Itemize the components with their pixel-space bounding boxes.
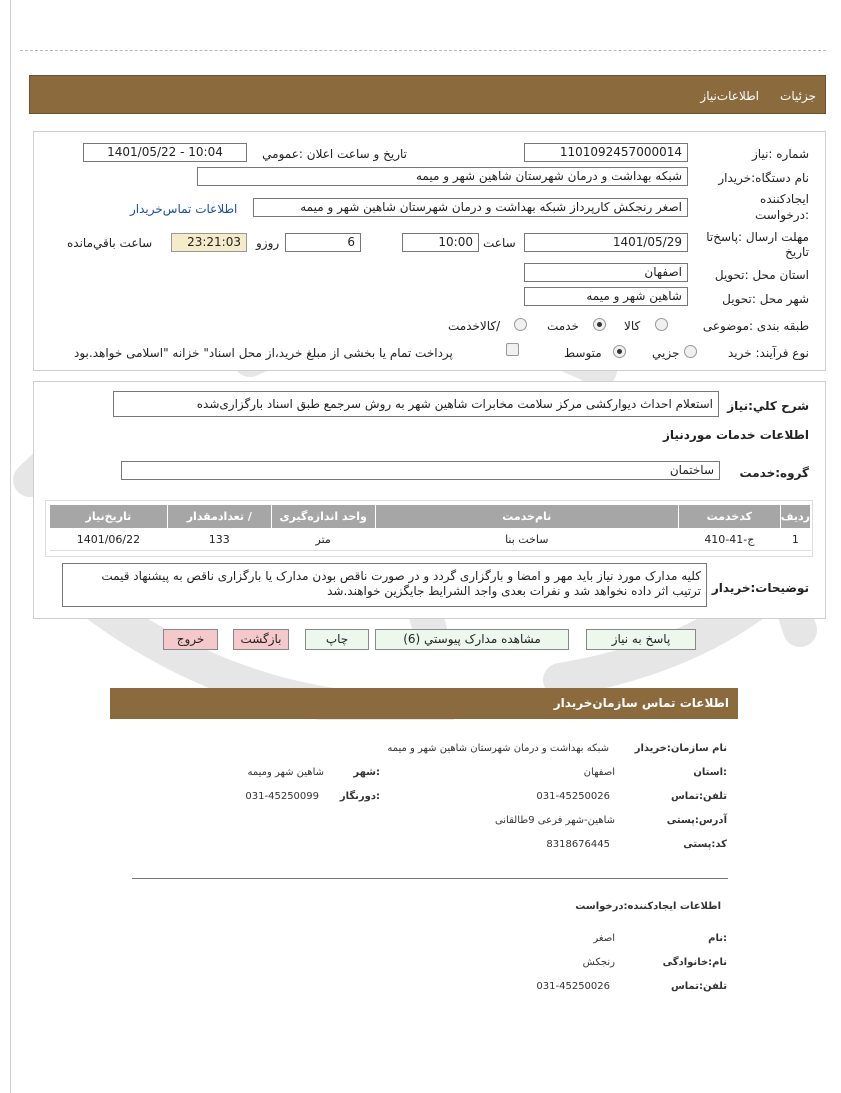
col-need-date: تاریخ‌نیاز xyxy=(50,505,168,529)
category-both-radio[interactable] xyxy=(514,318,527,331)
province-label: استان محل :تحویل xyxy=(714,268,809,282)
tab-details[interactable]: جزئیات xyxy=(780,89,816,103)
contact-phone-value: 031-45250026 xyxy=(536,791,610,802)
buyer-contact-title: اطلاعات تماس سازمان‌خریدار xyxy=(553,696,729,710)
buyer-notes-line-1: کلیه مدارک مورد نیاز باید مهر و امضا و بارگزاری گردد و در صورت ناقص بودن مدارک یا بارگزاری ناقص به پیشنهاد قیمت xyxy=(101,569,701,583)
cell-need-date: 1401/06/22 xyxy=(50,529,168,551)
back-button[interactable]: بازگشت xyxy=(233,629,289,650)
service-group-field: ساختمان xyxy=(121,461,720,480)
contact-phone-label: تلفن:تماس xyxy=(670,791,727,802)
creator-label-1: ایجادکننده xyxy=(760,192,809,206)
deadline-label-1: مهلت ارسال :پاسخ‌تا xyxy=(706,230,809,244)
contact-city-label: :شهر xyxy=(353,767,380,778)
city-label: شهر محل :تحویل xyxy=(722,292,809,306)
general-desc-label: شرح کلي:نیاز xyxy=(727,399,809,413)
category-goods-label: کالا xyxy=(624,319,641,333)
section-divider xyxy=(132,878,728,879)
col-service-name: نام‌خدمت xyxy=(375,505,678,529)
contact-fax-value: 031-45250099 xyxy=(245,791,319,802)
days-label: روزو xyxy=(256,236,280,250)
process-minor-label: جزیي xyxy=(652,346,680,360)
treasury-payment-checkbox[interactable] xyxy=(506,343,519,356)
col-quantity: / تعدادمقدار xyxy=(167,505,271,529)
contact-province-label: :استان xyxy=(693,767,727,778)
buyer-contact-link[interactable]: اطلاعات تماس‌خریدار xyxy=(130,202,238,216)
buyer-label: نام دستگاه:خریدار xyxy=(718,171,809,185)
process-label: نوع فرآیند: خرید xyxy=(728,346,809,360)
org-value: شبکه بهداشت و درمان شهرستان شاهین شهر و میمه xyxy=(387,743,609,754)
buyer-notes-line-2: ترتیب اثر داده نخواهد شد و نفرات بعدی واجد الشرایط جایگزین خواهند.شد xyxy=(327,584,701,598)
print-button[interactable]: چاپ xyxy=(305,629,369,650)
general-desc-field: استعلام احداث دیوارکشی مرکز سلامت مخابرات شاهین شهر به روش سرجمع طبق اسناد بارگزاری‌شده xyxy=(113,391,719,417)
announce-label: تاريخ و ساعت اعلان :عمومي xyxy=(262,147,407,161)
buyer-field: شبکه بهداشت و درمان شهرستان شاهین شهر و میمه xyxy=(197,167,688,186)
remaining-label: ساعت باقي‌مانده xyxy=(67,236,153,250)
creator-family-label: نام:خانوادگی xyxy=(662,957,727,968)
cell-unit: متر xyxy=(271,529,375,551)
service-group-label: گروه:خدمت xyxy=(739,466,809,480)
creator-info-title: اطلاعات ایجادکننده:درخواست xyxy=(575,901,721,912)
services-title: اطلاعات خدمات موردنیاز xyxy=(662,428,809,442)
creator-name-label: :نام xyxy=(708,933,727,944)
process-medium-radio[interactable] xyxy=(613,345,626,358)
col-unit: واحد اندازه‌گیری xyxy=(271,505,375,529)
remaining-time-field: 23:21:03 xyxy=(171,233,247,252)
announce-field: 1401/05/22 - 10:04 xyxy=(83,143,247,162)
contact-province-value: اصفهان xyxy=(583,767,615,778)
table-header-row xyxy=(50,505,811,529)
need-number-label: شماره :نیاز xyxy=(752,147,809,161)
buyer-notes-label: توضیحات:خریدار xyxy=(711,581,809,595)
contact-postal-value: 8318676445 xyxy=(546,839,610,850)
contact-fax-label: :دورنگار xyxy=(339,791,380,802)
buyer-notes-field xyxy=(62,563,707,607)
creator-name-value: اصغر xyxy=(593,933,615,944)
exit-button[interactable]: خروج xyxy=(163,629,218,650)
top-tab-bar xyxy=(29,75,826,114)
province-field: اصفهان xyxy=(524,263,688,282)
creator-field: اصغر رنجکش کارپرداز شبکه بهداشت و درمان شهرستان شاهین شهر و میمه xyxy=(253,198,688,217)
contact-address-label: آدرس:پستی xyxy=(666,815,727,826)
col-row: ردیف xyxy=(780,505,810,529)
buyer-contact-header xyxy=(110,688,738,719)
treasury-payment-label: پرداخت تمام یا بخشی از مبلغ خرید،از محل اسناد" خزانه "اسلامی خواهد.بود xyxy=(74,346,453,360)
cell-quantity: 133 xyxy=(167,529,271,551)
days-field: 6 xyxy=(285,233,361,252)
services-table xyxy=(49,504,811,551)
category-label: طبقه بندی :موضوعی xyxy=(702,319,809,333)
table-row xyxy=(50,529,811,551)
time-label: ساعت xyxy=(483,236,516,250)
cell-service-code: ج-41-410 xyxy=(678,529,780,551)
category-both-label: /کالاخدمت xyxy=(448,319,501,333)
deadline-date-field: 1401/05/29 xyxy=(524,233,688,252)
creator-phone-label: تلفن:تماس xyxy=(670,981,727,992)
creator-phone-value: 031-45250026 xyxy=(536,981,610,992)
cell-service-name: ساخت بنا xyxy=(375,529,678,551)
contact-postal-label: کد:پستی xyxy=(683,839,727,850)
deadline-time-field: 10:00 xyxy=(402,233,479,252)
need-number-field: 1101092457000014 xyxy=(524,143,688,162)
contact-city-value: شاهین شهر ومیمه xyxy=(247,767,324,778)
category-service-label: خدمت xyxy=(547,319,579,333)
city-field: شاهین شهر و میمه xyxy=(524,287,688,306)
tab-need-info[interactable]: اطلاعات‌نیاز xyxy=(700,89,759,103)
col-service-code: کدخدمت xyxy=(678,505,780,529)
category-service-radio[interactable] xyxy=(593,318,606,331)
process-minor-radio[interactable] xyxy=(684,345,697,358)
org-label: نام سازمان:خریدار xyxy=(634,743,727,754)
deadline-label-2: تاریخ xyxy=(785,245,809,259)
category-goods-radio[interactable] xyxy=(655,318,668,331)
reply-button[interactable]: پاسخ به نیاز xyxy=(586,629,696,650)
contact-address-value: شاهین-شهر فرعی 9طالقانی xyxy=(494,815,615,826)
top-divider xyxy=(20,50,826,51)
process-medium-label: متوسط xyxy=(564,346,602,360)
view-attachments-button[interactable]: مشاهده مدارک پیوستي (6) xyxy=(375,629,569,650)
cell-row: 1 xyxy=(780,529,810,551)
left-border-line xyxy=(10,0,11,1093)
creator-label-2: :درخواست xyxy=(755,208,809,222)
creator-family-value: رنجکش xyxy=(582,957,615,968)
